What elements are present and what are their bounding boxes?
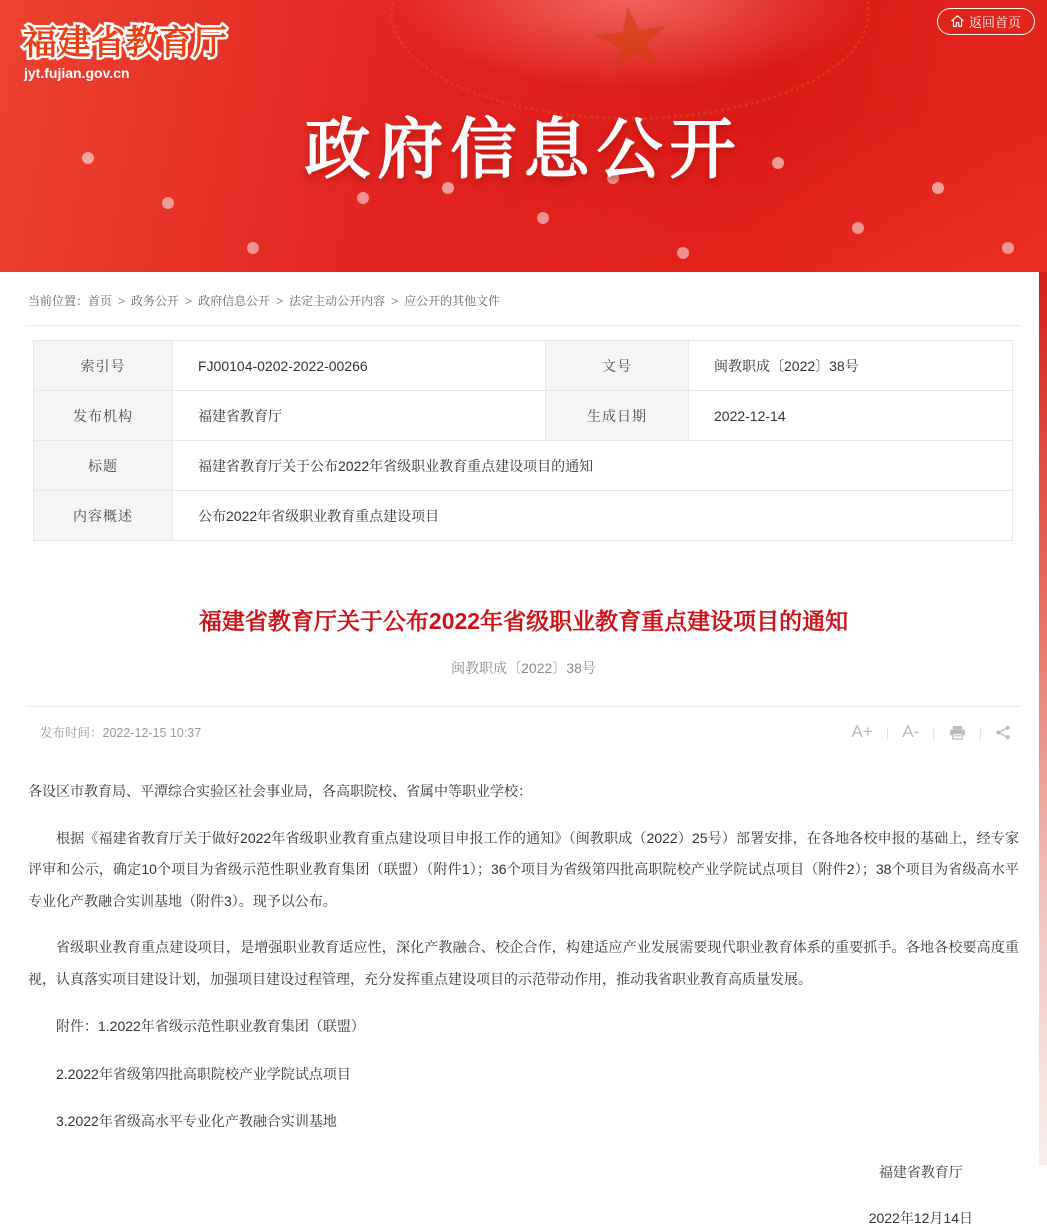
breadcrumb-separator: >	[276, 294, 284, 308]
article-doc-number: 闽教职成〔2022〕38号	[451, 660, 596, 676]
breadcrumb-prefix: 当前位置：	[28, 294, 89, 308]
tool-divider: |	[885, 724, 890, 740]
summary-value: 公布2022年省级职业教育重点建设项目	[173, 491, 1013, 541]
article-tools	[852, 722, 1011, 742]
index-number-label: 索引号	[34, 341, 173, 391]
generate-date-label: 生成日期	[546, 391, 689, 441]
banner	[0, 0, 1047, 272]
breadcrumb-zhengwu[interactable]: 政务公开	[131, 294, 180, 308]
issuing-agency-value: 福建省教育厅	[173, 391, 546, 441]
signature-agency: 福建省教育厅	[878, 1163, 963, 1180]
attachment-line-3: 3.2022年省级高水平专业化产教融合实训基地	[56, 1113, 337, 1129]
logo-graphic	[20, 14, 280, 86]
article-meta-row	[26, 706, 1021, 742]
table-row	[34, 491, 1013, 541]
body-paragraph: 省级职业教育重点建设项目，是增强职业教育适应性，深化产教融合、校企合作，构建适应产业发展需要现代职业教育体系的重要抓手。各地各校要高度重视，认真落实项目建设计划，加强项目建设过程管理，充分发挥重点建设项目的示范带动作用，推动我省职业教育高质量发展。	[28, 939, 1019, 987]
breadcrumb	[26, 292, 1021, 326]
table-row	[34, 391, 1013, 441]
breadcrumb-separator: >	[118, 294, 126, 308]
breadcrumb-separator: >	[185, 294, 193, 308]
signature-block	[26, 1162, 1021, 1228]
attachment-line-1: 附件：1.2022年省级示范性职业教育集团（联盟）	[56, 1018, 365, 1034]
body-paragraph: 根据《福建省教育厅关于做好2022年省级职业教育重点建设项目申报工作的通知》（闽教职成（2022）25号）部署安排，在各地各校申报的基础上，经专家评审和公示，确定10个项目为省级示范性职业教育集团（联盟）（附件1）；36个项目为省级第四批高职院校产业学院试点项目（附件2）；38个项目为省级高水平专业化产教融合实训基地（附件3）。现予以公布。	[28, 829, 1019, 909]
home-icon	[951, 15, 964, 28]
main-content	[0, 272, 1047, 1228]
title-value: 福建省教育厅关于公布2022年省级职业教育重点建设项目的通知	[173, 441, 1013, 491]
document-info-table	[33, 340, 1013, 541]
site-logo[interactable]	[20, 14, 280, 91]
signature-date: 2022年12月14日	[868, 1209, 973, 1226]
return-home-label: 返回首页	[968, 15, 1021, 30]
summary-label: 内容概述	[34, 491, 173, 541]
salutation-paragraph: 各设区市教育局、平潭综合实验区社会事业局，各高职院校、省属中等职业学校：	[28, 783, 532, 799]
banner-title: 政府信息公开	[304, 112, 743, 186]
breadcrumb-info-disclosure[interactable]: 政府信息公开	[198, 294, 271, 308]
font-decrease-button[interactable]: A-	[902, 722, 920, 741]
index-number-value: FJ00104-0202-2022-00266	[173, 341, 546, 391]
return-home-button[interactable]	[937, 8, 1035, 35]
breadcrumb-other-files[interactable]: 应公开的其他文件	[404, 294, 501, 308]
title-label: 标题	[34, 441, 173, 491]
logo-url-text: jyt.fujian.gov.cn	[24, 65, 130, 81]
print-icon[interactable]	[949, 725, 966, 740]
publish-time: 发布时间：2022-12-15 10:37	[40, 726, 202, 740]
article-body	[26, 776, 1021, 1138]
attachment-line-2: 2.2022年省级第四批高职院校产业学院试点项目	[56, 1065, 351, 1082]
breadcrumb-separator: >	[391, 294, 399, 308]
share-icon[interactable]	[995, 725, 1011, 740]
breadcrumb-home[interactable]: 首页	[88, 294, 113, 308]
tool-divider: |	[978, 724, 982, 740]
tool-divider: |	[932, 724, 936, 740]
banner-dots-decoration	[0, 0, 6, 6]
font-increase-button[interactable]: A+	[851, 722, 873, 741]
issuing-agency-label: 发布机构	[34, 391, 173, 441]
doc-number-value: 闽教职成〔2022〕38号	[689, 341, 1013, 391]
generate-date-value: 2022-12-14	[689, 391, 1013, 441]
breadcrumb-legal-content[interactable]: 法定主动公开内容	[289, 294, 386, 308]
logo-title-text: 福建省教育厅	[23, 24, 227, 62]
doc-number-label: 文号	[546, 341, 689, 391]
table-row	[34, 341, 1013, 391]
article-title: 福建省教育厅关于公布2022年省级职业教育重点建设项目的通知	[198, 608, 849, 634]
table-row	[34, 441, 1013, 491]
